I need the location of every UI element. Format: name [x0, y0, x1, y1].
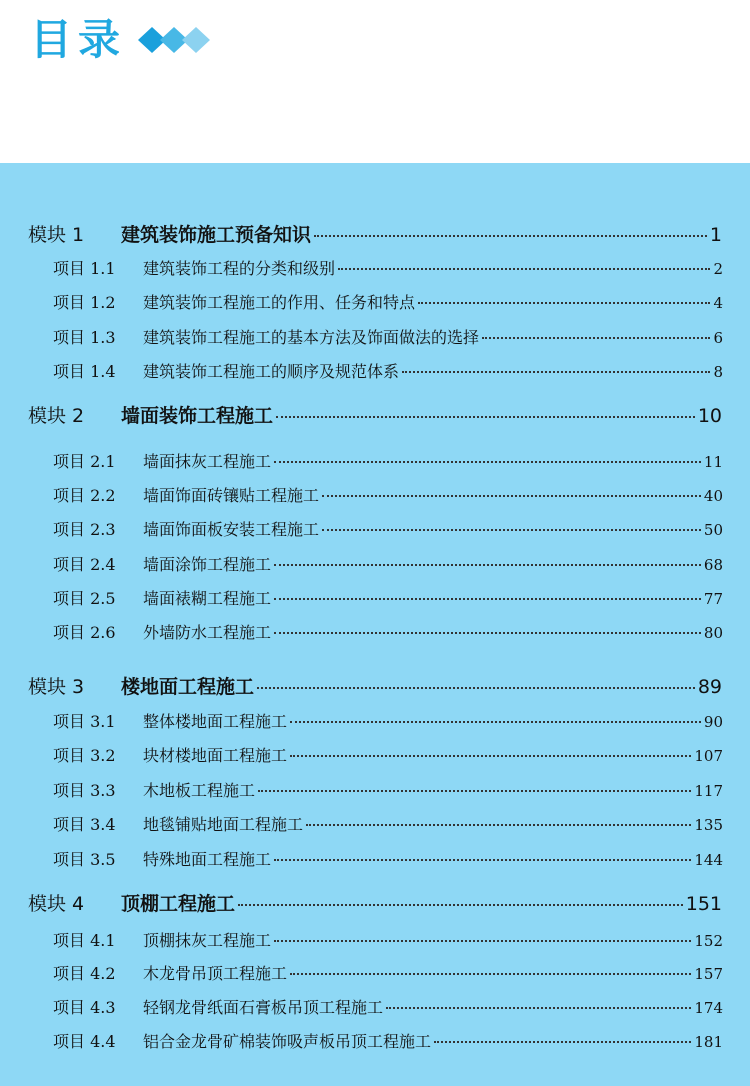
- toc-number: 项目 2.2: [53, 486, 116, 505]
- toc-page-number: 117: [694, 782, 723, 800]
- toc-number: 项目 4.4: [53, 1032, 116, 1051]
- toc-number: 项目 4.2: [53, 964, 116, 983]
- toc-title: 建筑装饰工程的分类和级别: [143, 259, 336, 278]
- toc-leader-dots: [434, 1040, 691, 1043]
- toc-item-row[interactable]: [53, 847, 723, 870]
- toc-leader-dots: [338, 267, 710, 270]
- toc-number: 项目 2.4: [53, 555, 116, 574]
- toc-number: 项目 2.1: [53, 452, 116, 471]
- toc-number: 项目 4.1: [53, 931, 116, 950]
- toc-title: 墙面涂饰工程施工: [143, 555, 272, 574]
- toc-page-number: 181: [694, 1033, 723, 1051]
- toc-number: 项目 3.1: [53, 712, 116, 731]
- toc-item-row[interactable]: [53, 325, 723, 348]
- toc-leader-dots: [402, 370, 710, 373]
- toc-number: 项目 1.2: [53, 293, 116, 312]
- toc-item-row[interactable]: [53, 256, 723, 279]
- toc-title: 特殊地面工程施工: [143, 850, 272, 869]
- toc-title: 墙面装饰工程施工: [121, 405, 274, 427]
- toc-module-row[interactable]: [28, 889, 722, 916]
- toc-item-row[interactable]: [53, 359, 723, 382]
- toc-number: 模块 3: [28, 676, 85, 698]
- toc-title: 建筑装饰工程施工的顺序及规范体系: [143, 362, 400, 381]
- toc-item-row[interactable]: [53, 620, 723, 643]
- toc-page-number: 8: [713, 363, 723, 381]
- toc-number: 项目 1.1: [53, 259, 116, 278]
- toc-leader-dots: [418, 301, 710, 304]
- toc-module-row[interactable]: [28, 401, 722, 428]
- toc-leader-dots: [290, 754, 691, 757]
- toc-page-number: 80: [703, 624, 723, 642]
- toc-title: 轻钢龙骨纸面石膏板吊顶工程施工: [143, 998, 384, 1017]
- toc-item-row[interactable]: [53, 778, 723, 801]
- toc-leader-dots: [290, 972, 691, 975]
- toc-number: 项目 2.6: [53, 623, 116, 642]
- toc-item-row[interactable]: [53, 928, 723, 951]
- toc-page-number: 11: [703, 453, 723, 471]
- toc-leader-dots: [314, 234, 707, 237]
- toc-page-number: 77: [703, 590, 723, 608]
- toc-page-number: 152: [694, 932, 723, 950]
- toc-page-number: 90: [703, 713, 723, 731]
- toc-page-number: 135: [694, 816, 723, 834]
- toc-item-row[interactable]: [53, 552, 723, 575]
- toc-title: 建筑装饰工程施工的作用、任务和特点: [143, 293, 416, 312]
- toc-number: 模块 1: [28, 224, 85, 246]
- toc-number: 项目 3.2: [53, 746, 116, 765]
- toc-page-number: 144: [694, 851, 723, 869]
- toc-item-row[interactable]: [53, 743, 723, 766]
- toc-title: 外墙防水工程施工: [143, 623, 272, 642]
- toc-leader-dots: [274, 858, 691, 861]
- toc-leader-dots: [257, 686, 695, 689]
- toc-title: 顶棚工程施工: [121, 893, 236, 915]
- toc-item-row[interactable]: [53, 709, 723, 732]
- toc-number: 项目 1.3: [53, 328, 116, 347]
- toc-title: 地毯铺贴地面工程施工: [143, 815, 304, 834]
- toc-title: 墙面饰面砖镶贴工程施工: [143, 486, 320, 505]
- toc-leader-dots: [482, 336, 710, 339]
- toc-title: 墙面裱糊工程施工: [143, 589, 272, 608]
- toc-item-row[interactable]: [53, 290, 723, 313]
- toc-item-row[interactable]: [53, 961, 723, 984]
- diamond-decoration-icon: [138, 25, 212, 55]
- toc-title: 木地板工程施工: [143, 781, 256, 800]
- toc-leader-dots: [274, 631, 701, 634]
- toc-number: 模块 4: [28, 893, 85, 915]
- toc-leader-dots: [274, 563, 701, 566]
- toc-item-row[interactable]: [53, 483, 723, 506]
- toc-leader-dots: [386, 1006, 691, 1009]
- toc-page-number: 2: [713, 260, 723, 278]
- toc-page-number: 40: [703, 487, 723, 505]
- toc-page-number: 157: [694, 965, 723, 983]
- toc-page-number: 6: [713, 329, 723, 347]
- toc-page-number: 174: [694, 999, 723, 1017]
- toc-page-number: 107: [694, 747, 723, 765]
- toc-title: 建筑装饰工程施工的基本方法及饰面做法的选择: [143, 328, 480, 347]
- toc-title: 建筑装饰施工预备知识: [121, 224, 312, 246]
- toc-title: 块材楼地面工程施工: [143, 746, 288, 765]
- toc-module-row[interactable]: [28, 220, 722, 247]
- toc-page-number: 89: [697, 676, 722, 698]
- toc-page-number: 68: [703, 556, 723, 574]
- toc-page-number: 4: [713, 294, 723, 312]
- toc-item-row[interactable]: [53, 517, 723, 540]
- toc-leader-dots: [238, 903, 683, 906]
- toc-number: 项目 3.3: [53, 781, 116, 800]
- toc-number: 项目 3.4: [53, 815, 116, 834]
- toc-number: 项目 1.4: [53, 362, 116, 381]
- toc-title: 木龙骨吊顶工程施工: [143, 964, 288, 983]
- toc-number: 项目 4.3: [53, 998, 116, 1017]
- page-title: 目录: [30, 15, 127, 64]
- toc-title: 楼地面工程施工: [121, 676, 255, 698]
- toc-number: 项目 2.3: [53, 520, 116, 539]
- toc-item-row[interactable]: [53, 1029, 723, 1052]
- toc-leader-dots: [274, 939, 691, 942]
- toc-item-row[interactable]: [53, 812, 723, 835]
- toc-page-number: 50: [703, 521, 723, 539]
- toc-page-number: 151: [685, 893, 722, 915]
- toc-leader-dots: [276, 415, 695, 418]
- toc-number: 项目 2.5: [53, 589, 116, 608]
- toc-title: 墙面抹灰工程施工: [143, 452, 272, 471]
- toc-item-row[interactable]: [53, 586, 723, 609]
- toc-leader-dots: [322, 494, 701, 497]
- toc-leader-dots: [290, 720, 701, 723]
- toc-page-number: 1: [709, 224, 722, 246]
- toc-module-row[interactable]: [28, 672, 722, 699]
- toc-item-row[interactable]: [53, 449, 723, 472]
- toc-title: 铝合金龙骨矿棉装饰吸声板吊顶工程施工: [143, 1032, 432, 1051]
- toc-item-row[interactable]: [53, 995, 723, 1018]
- toc-number: 项目 3.5: [53, 850, 116, 869]
- toc-title: 整体楼地面工程施工: [143, 712, 288, 731]
- toc-page-number: 10: [697, 405, 722, 427]
- toc-panel: [0, 163, 750, 1086]
- header: [0, 0, 750, 163]
- toc-leader-dots: [258, 789, 691, 792]
- toc-leader-dots: [322, 528, 701, 531]
- toc-leader-dots: [306, 823, 691, 826]
- toc-leader-dots: [274, 460, 701, 463]
- toc-leader-dots: [274, 597, 701, 600]
- toc-title: 顶棚抹灰工程施工: [143, 931, 272, 950]
- toc-title: 墙面饰面板安装工程施工: [143, 520, 320, 539]
- toc-number: 模块 2: [28, 405, 85, 427]
